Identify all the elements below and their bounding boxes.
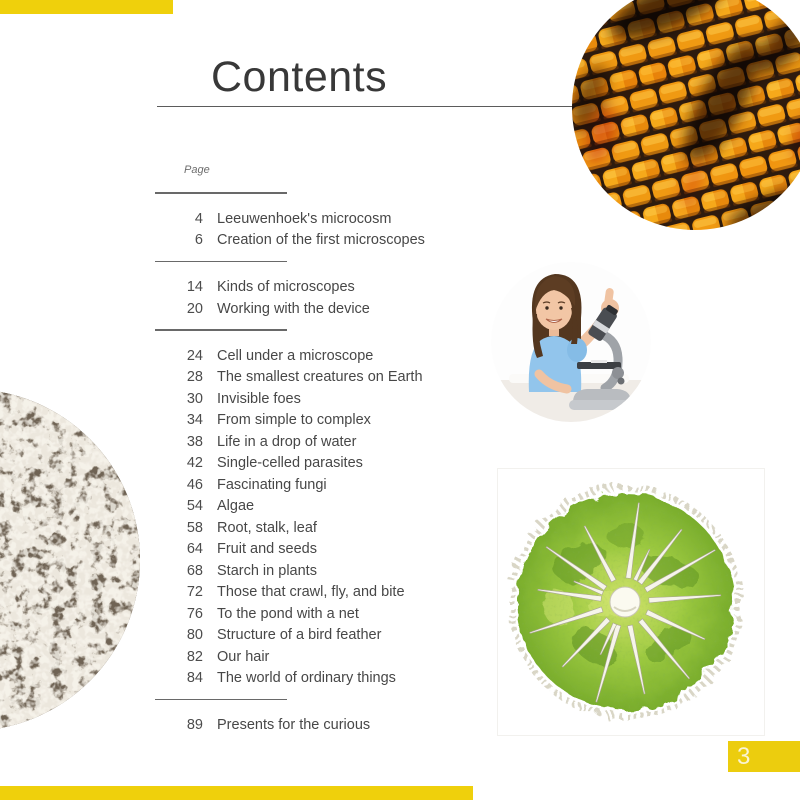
toc-page-number: 30 [186, 390, 203, 407]
toc-row [155, 432, 490, 454]
toc-section-divider [155, 192, 287, 194]
toc-row [155, 647, 490, 669]
toc-row [155, 410, 490, 432]
toc-entry-title: Creation of the first microscopes [217, 232, 425, 248]
toc-page-number: 58 [186, 519, 203, 536]
toc-page-number: 54 [186, 498, 203, 514]
toc-row [155, 230, 490, 252]
page-number: 3 [737, 742, 751, 770]
toc-page-number: 38 [186, 433, 203, 450]
toc-entry-title: Invisible foes [217, 390, 301, 407]
toc-entry-title: Single-celled parasites [217, 455, 363, 471]
toc-page-number: 84 [186, 670, 203, 686]
toc-row [155, 518, 490, 540]
toc-page-number: 72 [186, 584, 203, 600]
toc-entry-title: Fruit and seeds [217, 541, 317, 557]
title-rule [157, 106, 573, 107]
toc-page-number: 20 [186, 300, 203, 317]
toc-list [155, 192, 490, 737]
butterfly-scales-photo [572, 0, 800, 230]
toc-entry-title: Working with the device [217, 300, 370, 317]
page-number-badge [728, 741, 800, 772]
toc-row [155, 453, 490, 475]
toc-section-divider [155, 329, 287, 331]
toc-page-number: 42 [186, 455, 203, 471]
toc-row [155, 715, 490, 737]
toc-entry-title: Fascinating fungi [217, 476, 327, 493]
toc [155, 164, 490, 737]
toc-entry-title: Presents for the curious [217, 717, 371, 733]
toc-page-number: 34 [186, 412, 203, 428]
toc-page-number: 82 [186, 648, 203, 665]
toc-row [155, 367, 490, 389]
accent-bar-top [0, 0, 173, 14]
toc-page-number: 24 [186, 347, 203, 364]
toc-page-number: 68 [186, 562, 203, 579]
toc-page-number: 6 [194, 232, 203, 248]
toc-row [155, 209, 490, 231]
page-title: Contents [211, 53, 388, 101]
toc-page-number: 76 [186, 605, 203, 622]
toc-row [155, 277, 490, 299]
toc-entry-title: Root, stalk, leaf [217, 519, 317, 536]
toc-section-divider [155, 699, 287, 701]
toc-row [155, 604, 490, 626]
toc-row [155, 346, 490, 368]
toc-page-number: 4 [194, 210, 203, 227]
toc-entry-title: Those that crawl, fly, and bite [217, 584, 405, 600]
toc-entry-title: The smallest creatures on Earth [217, 369, 423, 385]
toc-entry-title: Leeuwenhoek's microcosm [217, 210, 392, 227]
toc-page-number: 64 [186, 541, 203, 557]
toc-entry-title: Kinds of microscopes [217, 279, 355, 295]
toc-entry-title: Structure of a bird feather [217, 627, 382, 643]
toc-row [155, 389, 490, 411]
sponge-texture [0, 389, 140, 731]
toc-row [155, 625, 490, 647]
toc-row [155, 668, 490, 690]
toc-page-number: 28 [186, 369, 203, 385]
toc-page-number: 46 [186, 476, 203, 493]
toc-entry-title: From simple to complex [217, 412, 371, 428]
toc-page-number: 89 [186, 717, 203, 733]
toc-section-divider [155, 261, 287, 263]
toc-entry-title: Our hair [217, 648, 270, 665]
toc-row [155, 582, 490, 604]
algae-photo [500, 477, 750, 727]
toc-entry-title: Starch in plants [217, 562, 317, 579]
toc-entry-title: Cell under a microscope [217, 347, 374, 364]
toc-entry-title: The world of ordinary things [217, 670, 396, 686]
toc-page-number: 80 [186, 627, 203, 643]
toc-row [155, 475, 490, 497]
toc-entry-title: Algae [217, 498, 255, 514]
girl-microscope-photo [491, 262, 651, 422]
accent-bar-bottom [0, 786, 473, 800]
toc-row [155, 496, 490, 518]
toc-page-number: 14 [186, 279, 203, 295]
toc-entry-title: To the pond with a net [217, 605, 359, 622]
toc-row [155, 539, 490, 561]
toc-row [155, 561, 490, 583]
toc-entry-title: Life in a drop of water [217, 433, 357, 450]
toc-row [155, 299, 490, 321]
page-column-label: Page [184, 164, 210, 176]
sponge-fiber-photo [0, 389, 140, 731]
